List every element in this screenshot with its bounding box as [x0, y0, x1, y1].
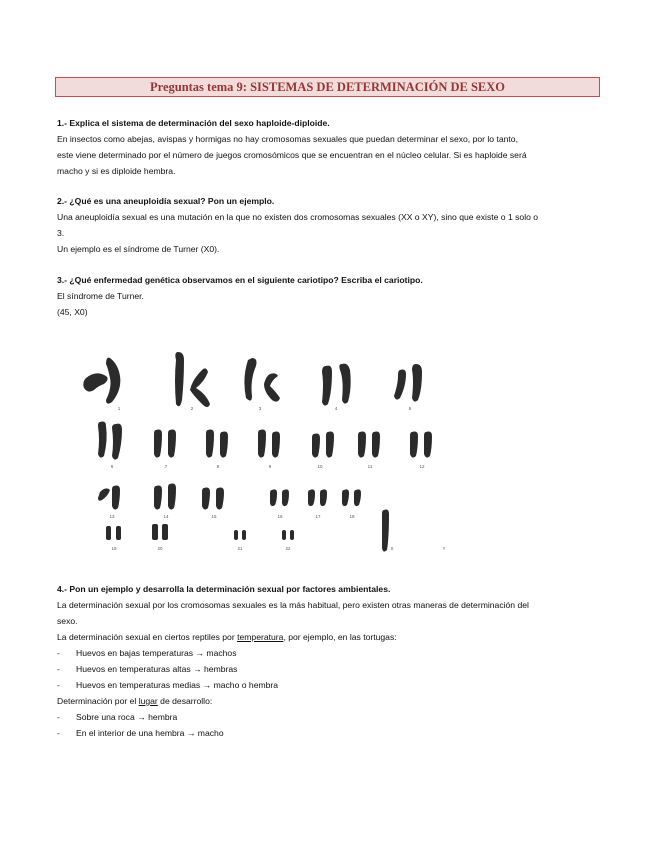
karyotype-label-4: 4 [334, 406, 338, 411]
chromosome-pair-6 [98, 422, 122, 460]
karyotype-label-17: 17 [315, 514, 321, 519]
bullet-dash: - [57, 664, 60, 674]
temperature-intro-pre: La determinación sexual en ciertos reptiles por [57, 632, 238, 642]
chromosome-pair-21 [234, 530, 246, 540]
temperature-item-1: Huevos en bajas temperaturas → machos [76, 648, 237, 658]
place-intro-pre: Determinación por el [57, 696, 139, 706]
question-2-block [57, 193, 602, 257]
answer-1-line-1: En insectos como abejas, avispas y hormigas no hay cromosomas sexuales que puedan determinar el sexo, por lo tanto, [57, 134, 518, 144]
question-1-block [57, 115, 602, 179]
chromosome-pair-20 [152, 524, 168, 540]
karyotype-label-18: 18 [349, 514, 355, 519]
list-item [57, 709, 602, 725]
karyotype-label-5: 5 [408, 406, 412, 411]
chromosome-pair-16 [270, 489, 289, 506]
karyotype-label-14: 14 [163, 514, 169, 519]
karyotype-label-15: 15 [211, 514, 217, 519]
place-intro-post: de desarrollo: [157, 696, 213, 706]
page-title: Preguntas tema 9: SISTEMAS DE DETERMINACIÓN DE SEXO [149, 79, 505, 94]
answer-2-line-2: 3. [57, 228, 65, 238]
answer-4-line-1: La determinación sexual por los cromosomas sexuales es la más habitual, pero existen otras maneras de determinación del [57, 600, 529, 610]
list-item [57, 645, 602, 661]
karyotype-label-7: 7 [164, 464, 168, 469]
temperature-intro [57, 629, 602, 645]
question-1: 1.- Explica el sistema de determinación del sexo haploide-diploide. [57, 118, 330, 128]
question-3: 3.- ¿Qué enfermedad genética observamos en el siguiente cariotipo? Escriba el cariotipo. [57, 275, 423, 285]
bullet-dash: - [57, 712, 60, 722]
answer-2-line-1: Una aneuploidía sexual es una mutación en la que no existen dos cromosomas sexuales (XX o XY), sino que existe o 1 solo o [57, 212, 539, 222]
karyotype-label-6: 6 [110, 464, 114, 469]
temperature-item-3: Huevos en temperaturas medias → macho o hembra [76, 680, 279, 690]
karyotype-label-8: 8 [216, 464, 220, 469]
chromosome-pair-5 [394, 364, 422, 402]
karyotype-label-16: 16 [277, 514, 283, 519]
karyotype-image [70, 330, 460, 562]
chromosome-pair-4 [322, 364, 351, 406]
karyotype-label-13: 13 [109, 514, 115, 519]
question-4-block [57, 581, 602, 741]
chromosome-pair-12 [410, 432, 432, 458]
chromosome-pair-3 [244, 358, 280, 402]
karyotype-label-x: X [390, 546, 394, 551]
chromosome-pair-7 [154, 430, 176, 458]
karyotype-label-2: 2 [190, 406, 194, 411]
karyotype-label-12: 12 [419, 464, 425, 469]
karyotype-label-3: 3 [258, 406, 262, 411]
karyotype-label-11: 11 [367, 464, 373, 469]
answer-1-line-2: este viene determinado por el número de juegos cromosómicos que se encuentran en el núcleo celular. Si es haploide será [57, 150, 527, 160]
chromosome-pair-11 [358, 432, 380, 458]
place-intro-keyword: lugar [138, 696, 158, 706]
karyotype-label-10: 10 [317, 464, 323, 469]
bullet-dash: - [57, 680, 60, 690]
question-2: 2.- ¿Qué es una aneuploidía sexual? Pon un ejemplo. [57, 196, 275, 206]
karyotype-label-21: 21 [237, 546, 243, 551]
bullet-dash: - [57, 728, 60, 738]
temperature-intro-post: , por ejemplo, en las tortugas: [283, 632, 397, 642]
chromosome-pair-1 [83, 358, 120, 404]
karyotype-label-1: 1 [117, 406, 121, 411]
answer-4-line-2: sexo. [57, 616, 78, 626]
title-banner [55, 77, 600, 97]
chromosome-pair-22 [282, 530, 294, 540]
chromosome-pair-8 [206, 430, 228, 458]
chromosome-pair-18 [342, 489, 361, 506]
chromosome-pair-13 [98, 486, 120, 510]
karyotype-label-19: 19 [111, 546, 117, 551]
answer-3-line-2: (45, X0) [57, 307, 88, 317]
list-item [57, 677, 602, 693]
chromosome-pair-9 [258, 430, 280, 458]
chromosome-pair-14 [154, 484, 176, 510]
answer-2-line-3: Un ejemplo es el síndrome de Turner (X0). [57, 244, 220, 254]
place-intro [57, 693, 602, 709]
list-item [57, 661, 602, 677]
question-3-block [57, 272, 602, 320]
chromosome-pair-19 [106, 526, 121, 540]
place-item-2: En el interior de una hembra → macho [76, 728, 224, 738]
temperature-item-2: Huevos en temperaturas altas → hembras [76, 664, 238, 674]
karyotype-label-22: 22 [285, 546, 291, 551]
answer-3-line-1: El síndrome de Turner. [57, 291, 144, 301]
chromosome-pair-10 [312, 432, 334, 458]
place-item-1: Sobre una roca → hembra [76, 712, 178, 722]
chromosome-pair-17 [308, 489, 327, 506]
karyotype-label-20: 20 [157, 546, 163, 551]
list-item [57, 725, 602, 741]
karyotype-label-y: Y [442, 546, 446, 551]
temperature-intro-keyword: temperatura [237, 632, 284, 642]
bullet-dash: - [57, 648, 60, 658]
karyotype-label-9: 9 [268, 464, 272, 469]
chromosome-pair-15 [202, 488, 224, 510]
question-4: 4.- Pon un ejemplo y desarrolla la determinación sexual por factores ambientales. [57, 584, 391, 594]
chromosome-pair-2 [175, 352, 210, 407]
answer-1-line-3: macho y si es diploide hembra. [57, 166, 176, 176]
chromosome-x [382, 510, 389, 552]
